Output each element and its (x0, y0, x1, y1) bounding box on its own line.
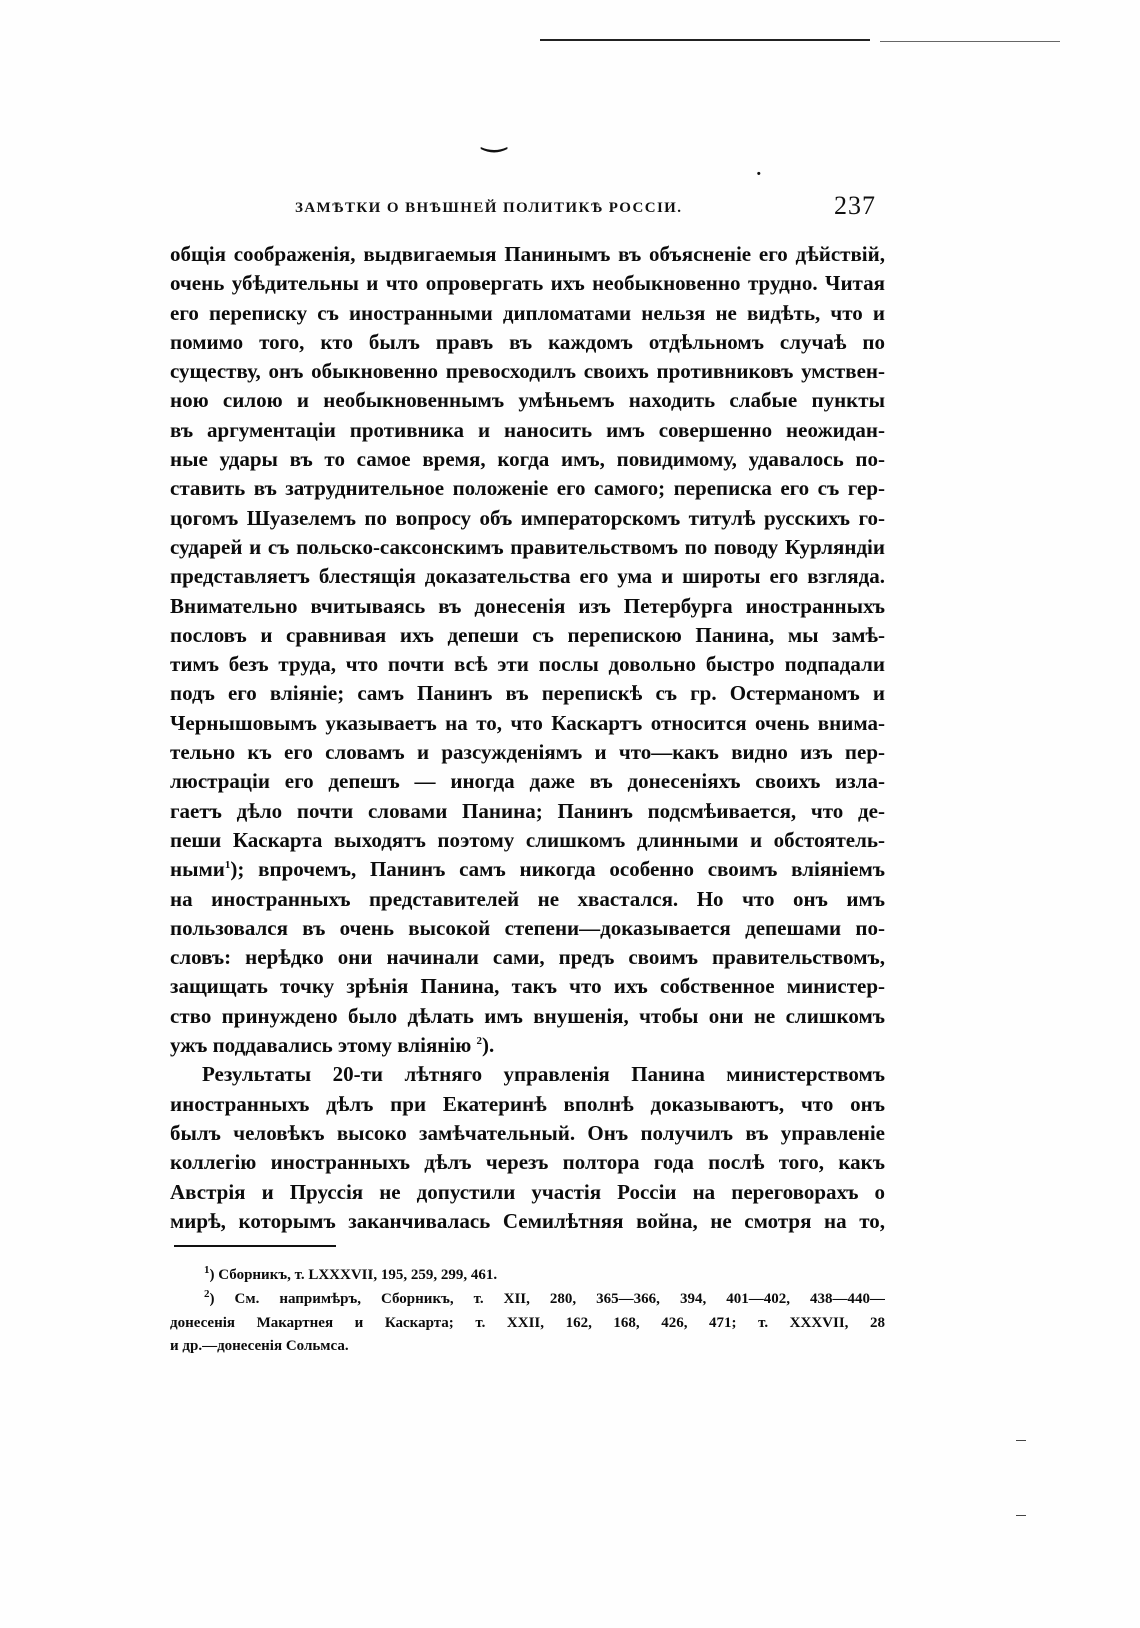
text-line: ные удары въ то самое время, когда имъ, повидимому, удавалось по- (170, 447, 885, 472)
text-line: очень убѣдительны и что опровергать ихъ необыкновенно трудно. Читая (170, 271, 885, 296)
dot-mark: · (755, 160, 763, 188)
text-line: въ аргументаціи противника и наносить имъ совершенно неожидан- (170, 417, 885, 442)
running-title: ЗАМѢТКИ О ВНѢШНЕЙ ПОЛИТИКѢ РОССІИ. (295, 200, 683, 216)
footnote-ref: 1 (224, 859, 231, 872)
footnotes (170, 1264, 885, 1359)
text-fragment: ужъ поддавались этому вліянію (170, 1033, 472, 1058)
text-line: Австрія и Пруссія не допустили участія Россіи на переговорахъ о (170, 1179, 885, 1204)
text-line: сударей и съ польско-саксонскимъ правительствомъ по поводу Курляндіи (170, 534, 885, 559)
text-line: на иностранныхъ представителей не хвастался. Но что онъ имъ (170, 886, 885, 911)
footnote-text: ) См. напримѣръ, Сборникъ, т. XII, 280, 365—366, 394, 401—402, 438—440— (209, 1290, 885, 1307)
page-number: 237 (834, 191, 876, 220)
text-fragment: ). (482, 1033, 495, 1058)
text-line: защищать точку зрѣнія Панина, такъ что ихъ собственное министер- (170, 974, 885, 999)
text-line: помимо того, кто былъ правъ въ каждомъ отдѣльномъ случаѣ по (170, 329, 885, 354)
text-line: Чернышовымъ указываетъ на то, что Каскартъ относится очень внима- (170, 710, 885, 735)
text-line: представляетъ блестящія доказательства его ума и широты его взгляда. (170, 564, 885, 589)
text-line: общія соображенія, выдвигаемыя Панинымъ въ объясненіе его дѣйствій, (170, 242, 885, 266)
text-line: ставить въ затруднительное положеніе его самого; переписка его съ гер- (170, 476, 885, 501)
footnote-separator (174, 1245, 336, 1247)
text-fragment: ными (170, 857, 225, 882)
text-line: иностранныхъ дѣлъ при Екатеринѣ вполнѣ доказываютъ, что онъ (170, 1091, 885, 1116)
text-fragment: ); впрочемъ, Панинъ самъ никогда особенно своимъ вліяніемъ (230, 857, 885, 882)
margin-tick (1016, 1440, 1026, 1441)
text-line: гаетъ дѣло почти словами Панина; Панинъ подсмѣивается, что де- (170, 798, 885, 823)
text-line: мирѣ, которымъ заканчивалась Семилѣтняя война, не смотря на то, (170, 1208, 885, 1233)
text-line: пословъ и сравнивая ихъ депеши съ перепискою Панина, мы замѣ- (170, 622, 885, 647)
footnote-2 (170, 1288, 885, 1312)
text-line: пеши Каскарта выходятъ поэтому слишкомъ длинными и обстоятель- (170, 827, 885, 852)
text-line: Внимательно вчитываясь въ донесенія изъ Петербурга иностранныхъ (170, 593, 885, 618)
footnote-ref: 2 (476, 1035, 483, 1048)
text-line: коллегію иностранныхъ дѣлъ черезъ полтора года послѣ того, какъ (170, 1150, 885, 1175)
scan-edge-line-faint (880, 41, 1060, 42)
margin-tick (1016, 1515, 1026, 1516)
footnote-1 (170, 1264, 885, 1288)
text-line: былъ человѣкъ высоко замѣчательный. Онъ получилъ въ управленіе (170, 1120, 885, 1145)
text-line: ною силою и необыкновеннымъ умѣньемъ находить слабые пункты (170, 388, 885, 413)
curl-mark: ‿ (482, 118, 507, 153)
text-line: существу, онъ обыкновенно превосходилъ своихъ противниковъ умствен- (170, 359, 885, 384)
text-line: подъ его вліяніе; самъ Панинъ въ перепискѣ съ гр. Остерманомъ и (170, 681, 885, 706)
scan-edge-line (540, 39, 870, 41)
footnote-number: 2 (204, 1287, 210, 1300)
text-line: тимъ безъ труда, что почти всѣ эти послы довольно быстро подпадали (170, 652, 885, 677)
footnote-2-continued: донесенія Макартнея и Каскарта; т. XXII, 162, 168, 426, 471; т. XXXVII, 28 (170, 1314, 885, 1331)
text-line: словъ: нерѣдко они начинали сами, предъ своимъ правительствомъ, (170, 945, 885, 970)
text-line: пользовался въ очень высокой степени—доказывается депешами по- (170, 915, 885, 940)
text-line-with-footnote-ref (170, 1031, 885, 1060)
text-line: люстраціи его депешъ — иногда даже въ донесеніяхъ своихъ изла- (170, 769, 885, 794)
body-text (170, 240, 885, 1236)
text-line: ство принуждено было дѣлать имъ внушенія, чтобы они не слишкомъ (170, 1003, 885, 1028)
footnote-text: ) Сборникъ, т. LXXXVII, 195, 259, 299, 461. (209, 1267, 498, 1283)
footnote-2-continued: и др.—донесенія Сольмса. (170, 1338, 349, 1355)
footnote-number: 1 (204, 1264, 210, 1276)
text-line: его переписку съ иностранными дипломатами нельзя не видѣть, что и (170, 300, 885, 325)
text-line-with-footnote-ref (170, 855, 885, 884)
paragraph-first-line: Результаты 20-ти лѣтняго управленія Панина министерствомъ (202, 1062, 885, 1087)
text-line: цогомъ Шуазелемъ по вопросу объ императорскомъ титулѣ русскихъ го- (170, 505, 885, 530)
text-line: тельно къ его словамъ и разсужденіямъ и что—какъ видно изъ пер- (170, 740, 885, 765)
